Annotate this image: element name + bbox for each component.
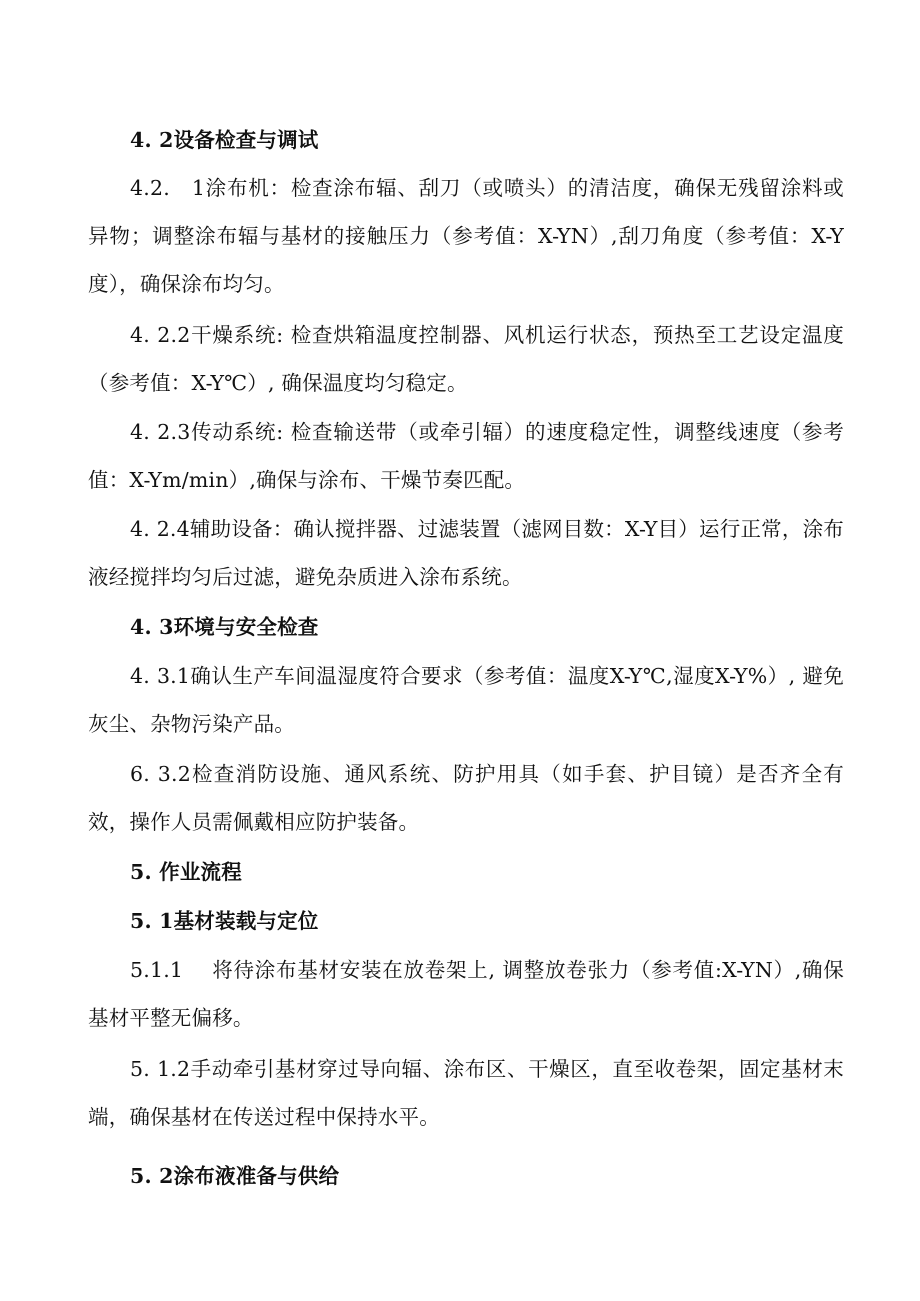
section-heading-4-2: 4. 2设备检查与调试 [130,128,319,152]
section-heading-5-2: 5. 2涂布液准备与供给 [130,1164,340,1188]
paragraph-4-2-1: 4.2. 1涂布机：检查涂布辐、刮刀（或喷头）的清洁度，确保无残留涂料或异物；调整涂布辐与基材的接触压力（参考值：X-YN）,刮刀角度（参考值：X-Y度），确保涂布均匀。 [88,176,844,296]
paragraph-6-3-2: 6. 3.2检查消防设施、通风系统、防护用具（如手套、护目镜）是否齐全有效，操作人员需佩戴相应防护装备。 [88,762,844,834]
paragraph-4-2-2: 4. 2.2干燥系统: 检查烘箱温度控制器、风机运行状态，预热至工艺设定温度（参考值：X-Y℃）, 确保温度均匀稳定。 [88,323,844,395]
section-heading-4-3: 4. 3环境与安全检查 [130,615,319,639]
paragraph-4-2-3: 4. 2.3传动系统: 检查输送带（或牵引辐）的速度稳定性，调整线速度（参考值：X-Ym/min）,确保与涂布、干燥节奏匹配。 [88,420,844,492]
section-heading-5: 5. 作业流程 [130,860,242,884]
paragraph-4-2-4: 4. 2.4辅助设备：确认搅拌器、过滤装置（滤网目数：X-Y目）运行正常，涂布液经搅拌均匀后过滤，避免杂质进入涂布系统。 [88,517,844,589]
paragraph-5-1-2: 5. 1.2手动牵引基材穿过导向辐、涂布区、干燥区，直至收卷架，固定基材末端，确保基材在传送过程中保持水平。 [88,1057,844,1129]
section-heading-5-1: 5. 1基材装载与定位 [130,909,319,933]
paragraph-4-3-1: 4. 3.1确认生产车间温湿度符合要求（参考值：温度X-Y℃,湿度X-Y%）, 避免灰尘、杂物污染产品。 [88,664,844,736]
paragraph-5-1-1: 5.1.1 将待涂布基材安装在放卷架上, 调整放卷张力（参考值:X-YN）,确保基材平整无偏移。 [88,958,844,1030]
